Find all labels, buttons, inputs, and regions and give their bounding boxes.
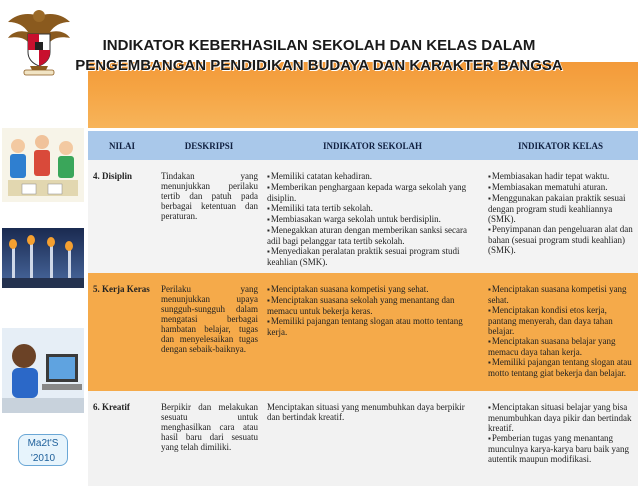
nilai-cell: 6. Kreatif xyxy=(88,391,156,486)
indicator-table xyxy=(88,131,638,486)
table-header-row xyxy=(88,131,638,160)
list-item: ▪ Penyimpanan dan pengeluaran alat dan bahan (sesuai program studi keahlian) (SMK). xyxy=(488,224,634,255)
list-item: ▪ Memiliki catatan kehadiran. xyxy=(267,171,479,182)
list-item: ▪ Menggunakan pakaian praktik sesuai dengan program studi keahliannya (SMK). xyxy=(488,193,634,224)
indikator-sekolah-cell xyxy=(262,160,483,273)
list-item: ▪ Pemberian tugas yang menantang munculnya karya-karya baru baik yang autentik maupun modifikasi. xyxy=(488,433,634,464)
list-item: ▪ Menyediakan peralatan praktik sesuai program studi keahlian (SMK). xyxy=(267,246,479,267)
list-item: ▪ Membiasakan warga sekolah untuk berdisiplin. xyxy=(267,214,479,225)
table-row xyxy=(88,391,638,486)
list-item: ▪ Memiliki tata tertib sekolah. xyxy=(267,203,479,214)
list-item: ▪ Memberikan penghargaan kepada warga sekolah yang disiplin. xyxy=(267,182,479,203)
indikator-sekolah-cell: Menciptakan situasi yang menumbuhkan daya berpikir dan bertindak kreatif. xyxy=(262,391,483,486)
list-item: ▪ Membiasakan mematuhi aturan. xyxy=(488,182,634,193)
badge-line-2: '2010 xyxy=(30,453,56,464)
indikator-kelas-cell xyxy=(483,273,638,391)
title-line-1: INDIKATOR KEBERHASILAN SEKOLAH DAN KELAS DALAM xyxy=(102,37,536,54)
list-item: ▪ Menciptakan suasana sekolah yang menantang dan memacu untuk bekerja keras. xyxy=(267,295,479,316)
header-indikator-kelas: INDIKATOR KELAS xyxy=(483,131,638,160)
torch-ceremony-photo xyxy=(2,228,84,288)
nilai-cell: 4. Disiplin xyxy=(88,160,156,273)
list-item: ▪ Menciptakan suasana kompetisi yang sehat. xyxy=(267,284,479,295)
list-item: ▪ Menciptakan kondisi etos kerja, pantang menyerah, dan daya tahan belajar. xyxy=(488,305,634,336)
list-item: ▪ Membiasakan hadir tepat waktu. xyxy=(488,171,634,182)
table-row xyxy=(88,273,638,391)
header-deskripsi: DESKRIPSI xyxy=(156,131,262,160)
author-badge xyxy=(18,434,68,466)
indikator-kelas-cell xyxy=(483,391,638,486)
badge-line-1: Ma2t'S xyxy=(27,438,59,449)
indikator-sekolah-cell xyxy=(262,273,483,391)
list-item: ▪ Memiliki pajangan tentang slogan atau motto tentang giat bekerja dan belajar. xyxy=(488,357,634,378)
table-row xyxy=(88,160,638,273)
nilai-cell: 5. Kerja Keras xyxy=(88,273,156,391)
list-item: ▪ Menciptakan suasana belajar yang memacu daya tahan kerja. xyxy=(488,336,634,357)
list-item: ▪ Menciptakan suasana kompetisi yang sehat. xyxy=(488,284,634,305)
title-line-2: PENGEMBANGAN PENDIDIKAN BUDAYA DAN KARAKTER BANGSA xyxy=(75,57,563,74)
students-illustration xyxy=(2,128,84,202)
list-item: ▪ Memiliki pajangan tentang slogan atau motto tentang kerja. xyxy=(267,316,479,337)
list-item: ▪ Menciptakan situasi belajar yang bisa menumbuhkan daya pikir dan bertindak kreatif. xyxy=(488,402,634,433)
deskripsi-cell: Perilaku yang menunjukkan upaya sungguh-sungguh dalam mengatasi berbagai hambatan belajar, tugas dan menyelesaikan tugas dengan sebaik-baiknya. xyxy=(156,273,262,391)
header-nilai: NILAI xyxy=(88,131,156,160)
header-indikator-sekolah: INDIKATOR SEKOLAH xyxy=(262,131,483,160)
page-title xyxy=(0,36,638,76)
deskripsi-cell: Tindakan yang menunjukkan perilaku tertib dan patuh pada berbagai ketentuan dan peraturan. xyxy=(156,160,262,273)
indikator-kelas-cell xyxy=(483,160,638,273)
deskripsi-cell: Berpikir dan melakukan sesuatu untuk menghasilkan cara atau hasil baru dari sesuatu yang telah dimiliki. xyxy=(156,391,262,486)
child-computer-photo xyxy=(2,328,84,413)
list-item: ▪ Menegakkan aturan dengan memberikan sanksi secara adil bagi pelanggar tata tertib sekolah. xyxy=(267,225,479,246)
